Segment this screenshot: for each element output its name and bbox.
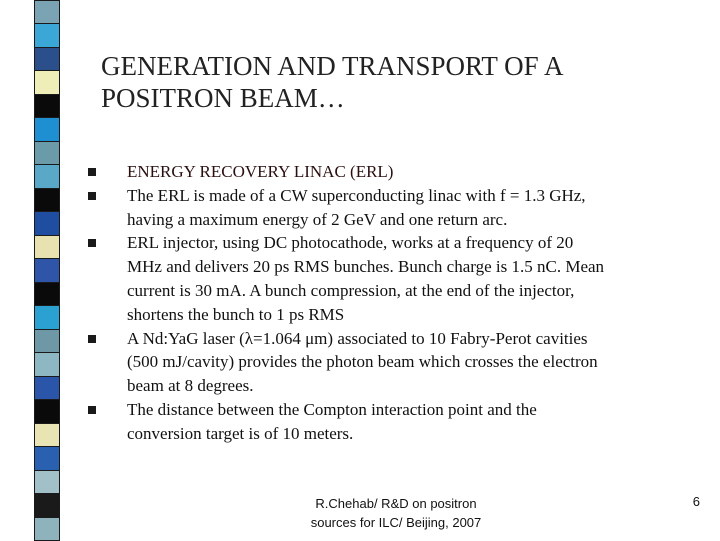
stripe-block [34,517,60,541]
bullet-item [88,184,703,232]
bullet-text: conversion target is of 10 meters. [127,423,354,443]
stripe-block [34,329,60,353]
footer-line-2: sources for ILC/ Beijing, 2007 [310,515,482,530]
page-number: 6 [692,494,700,509]
bullet-text: The ERL is made of a CW superconducting linac with f = 1.3 GHz, [127,185,586,205]
stripe-block [34,235,60,259]
stripe-block [34,446,60,470]
bullet-item [88,398,703,446]
bullet-item [88,231,703,326]
bullet-text: current is 30 mA. A bunch compression, at the end of the injector, [127,280,575,300]
bullet-list [88,160,703,446]
stripe-block [34,117,60,141]
title-line-1: GENERATION AND TRANSPORT OF A [101,51,564,81]
stripe-block [34,399,60,423]
stripe-block [34,211,60,235]
bullet-square-icon [88,406,96,414]
bullet-text: shortens the bunch to 1 ps RMS [127,304,345,324]
stripe-block [34,305,60,329]
stripe-block [34,164,60,188]
stripe-block [34,0,60,24]
stripe-block [34,23,60,47]
bullet-text: (500 mJ/cavity) provides the photon beam which crosses the electron [127,352,598,372]
stripe-block [34,188,60,212]
stripe-block [34,352,60,376]
stripe-block [34,94,60,118]
bullet-text: ENERGY RECOVERY LINAC (ERL) [127,162,394,181]
slide-title [101,50,661,114]
bullet-text: A Nd:YaG laser (λ=1.064 μm) associated to 10 Fabry-Perot cavities [127,328,588,348]
bullet-square-icon [88,168,96,176]
footer-line-1: R.Chehab/ R&D on positron [315,496,477,511]
stripe-block [34,493,60,517]
bullet-text: MHz and delivers 20 ps RMS bunches. Bunch charge is 1.5 nC. Mean [127,257,605,277]
footer-credit [296,494,496,532]
title-line-2: POSITRON BEAM… [101,83,345,113]
bullet-item [88,160,703,184]
stripe-block [34,376,60,400]
bullet-square-icon [88,192,96,200]
decorative-stripe [0,0,66,540]
bullet-square-icon [88,239,96,247]
bullet-text: having a maximum energy of 2 GeV and one return arc. [127,209,508,229]
stripe-block [34,470,60,494]
stripe-block [34,423,60,447]
bullet-text: beam at 8 degrees. [127,376,254,396]
stripe-block [34,258,60,282]
bullet-item [88,327,703,398]
stripe-block [34,282,60,306]
stripe-block [34,47,60,71]
bullet-text: ERL injector, using DC photocathode, works at a frequency of 20 [127,233,574,253]
bullet-text: The distance between the Compton interaction point and the [127,399,537,419]
bullet-square-icon [88,335,96,343]
stripe-block [34,70,60,94]
stripe-block [34,141,60,165]
